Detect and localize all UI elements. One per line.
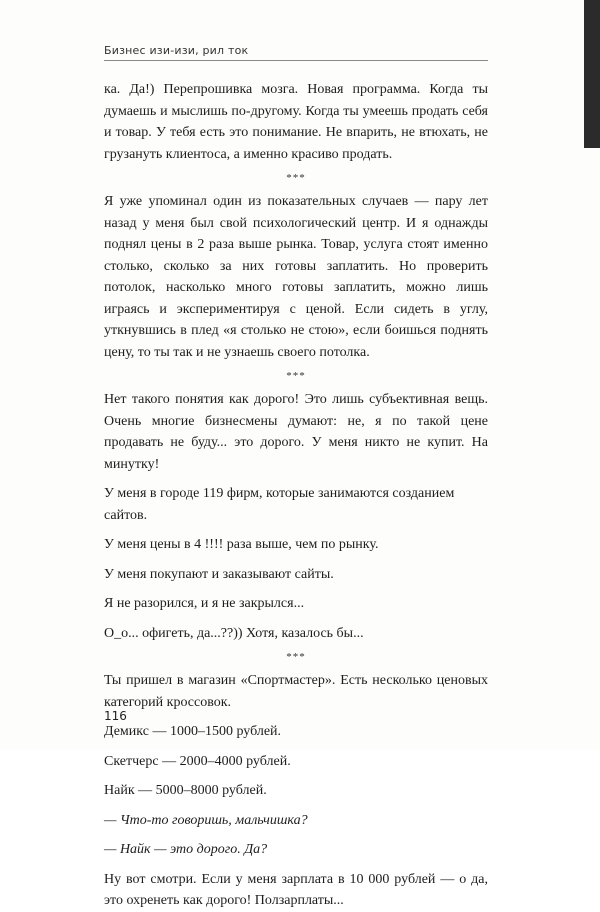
section-separator: *** (286, 370, 306, 382)
paragraph: У меня цены в 4 !!!! раза выше, чем по рынку. (104, 537, 379, 552)
edge-shadow (584, 0, 600, 148)
paragraph: У меня в городе 119 фирм, которые занимаются созданием сайтов. (104, 486, 455, 523)
paragraph: Нет такого понятия как дорого! Это лишь субъективная вещь. Очень многие бизнесмены думают: не, я по такой цене продавать не буду... это дорого. У меня никто не купит. На минутку! (104, 392, 488, 472)
paragraph: Найк — 5000–8000 рублей. (104, 783, 267, 798)
page-number: 116 (104, 709, 127, 723)
paragraph: У меня покупают и заказывают сайты. (104, 566, 334, 582)
section-separator: *** (286, 172, 306, 184)
paragraph: Ну вот смотри. Если у меня зарплата в 10 000 рублей — о да, это охренеть как дорого! Ползарплаты... (104, 871, 488, 908)
paragraph: Демикс — 1000–1500 рублей. (104, 724, 282, 739)
paragraph: Скетчерс — 2000–4000 рублей. (104, 753, 291, 769)
paragraph: ка. Да!) Перепрошивка мозга. Новая программа. Когда ты думаешь и мыслишь по-другому. Когда ты умеешь продать себя и товар. У тебя есть это понимание. Не впарить, не втюхать, не грузануть клиентоса, а именно красиво продать. (104, 82, 488, 162)
running-header: Бизнес изи-изи, рил ток (104, 44, 249, 57)
header-rule (104, 60, 488, 61)
dialogue-line: — Что-то говоришь, мальчишка? (104, 812, 308, 828)
page-body (104, 79, 488, 912)
paragraph: Я не разорился, и я не закрылся... (104, 596, 305, 611)
section-separator: *** (286, 651, 306, 663)
dialogue-line: — Найк — это дорого. Да? (104, 842, 268, 857)
paragraph: Я уже упоминал один из показательных случаев — пару лет назад у меня был свой психологический центр. И я однажды поднял цены в 2 раза выше рынка. Товар, услуга стоят именно столько, сколько за них готовы заплатить. Но проверить потолок, насколько много готовы заплатить, можно лишь играясь и экспериментируя с ценой. Если сидеть в углу, уткнувшись в плед «я столько не стою», если боишься поднять цену, то ты так и не узнаешь своего потолка. (104, 194, 488, 360)
paragraph: Ты пришел в магазин «Спортмастер». Есть несколько ценовых категорий кроссовок. (104, 673, 488, 710)
paragraph: О_о... офигеть, да...??)) Хотя, казалось бы... (104, 625, 364, 641)
